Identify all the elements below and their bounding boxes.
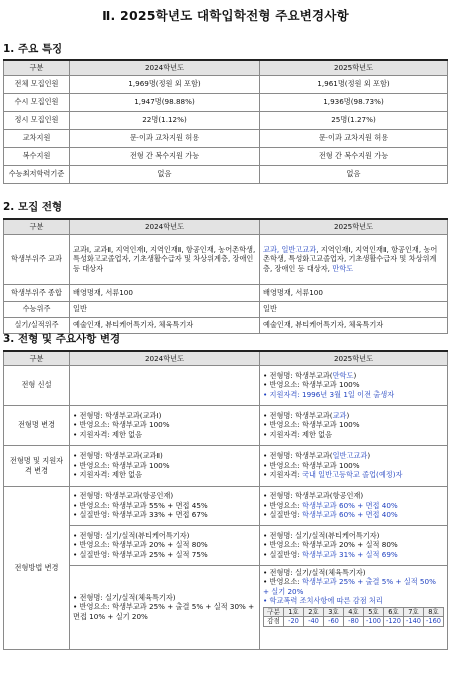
- bullet-line: • 반영요소: 학생부교과 100%: [263, 380, 360, 390]
- cell-2024: 교과Ⅰ, 교과Ⅱ, 지역인재Ⅰ, 지역인재Ⅱ, 항공인재, 농어촌학생, 특성화고교졸업자, 기초생활수급자 및 차상위계층, 장애인 등 대상자: [70, 234, 260, 284]
- table-row: [4, 525, 448, 565]
- header-category: 구분: [4, 219, 70, 234]
- bullet-line: • 실질반영: 학생부교과 60% + 면접 40%: [263, 510, 398, 520]
- cell-2025: 문·이과 교차지원 허용: [260, 129, 448, 147]
- row-label: 학생부위주 교과: [4, 234, 70, 284]
- table-row: [4, 129, 448, 147]
- bullet-line: • 반영요소: 학생부교과 100%: [73, 420, 170, 430]
- highlight-text: 교과: [332, 410, 347, 420]
- table-row: [4, 75, 448, 93]
- bullet-line: • 전형명: 학생부교과(항공인재): [263, 491, 364, 501]
- table-header-row: [4, 219, 448, 234]
- line-text: 전형명: 학생부교과(: [269, 410, 333, 420]
- row-label: 전형명 및 지원자격 변경: [4, 445, 70, 486]
- cell-2024: 1,969명(정원 외 포함): [70, 75, 260, 93]
- line-text: 지원자격:: [269, 470, 303, 480]
- deduction-cell: -100: [364, 617, 384, 627]
- line-text: 전형명: 학생부교과(교과Ⅰ): [79, 410, 162, 420]
- table-row: [4, 147, 448, 165]
- table-header-row: [4, 60, 448, 75]
- deduction-cell: -80: [344, 617, 364, 627]
- grade-cell: 2호: [304, 607, 324, 617]
- cell-2024: [70, 445, 260, 486]
- line-text: ): [346, 410, 350, 420]
- grade-label: 구분: [264, 607, 284, 617]
- header-2024: 2024학년도: [70, 219, 260, 234]
- table-row: [4, 111, 448, 129]
- header-2025: 2025학년도: [260, 219, 448, 234]
- bullet-line: • 지원자격: 국내 일반고등학교 졸업(예정)자: [263, 470, 403, 480]
- deduction-table: [263, 607, 444, 627]
- header-2025: 2025학년도: [260, 351, 448, 365]
- table-row: [4, 565, 448, 649]
- row-label: 정시 모집인원: [4, 111, 70, 129]
- deduction-cell: -120: [384, 617, 404, 627]
- bullet-line: • 반영요소: 학생부교과 20% + 실적 80%: [73, 540, 208, 550]
- bullet-line: • 전형명: 실기/실적(뷰티케어특기자): [73, 530, 190, 540]
- line-text: 반영요소: 학생부교과 100%: [269, 420, 360, 430]
- deduction-cell: -140: [404, 617, 424, 627]
- line-text: 전형명: 학생부교과(: [269, 370, 333, 380]
- highlight-text: 만학도: [332, 263, 354, 273]
- line-text: 실질반영: 학생부교과 25% + 실적 75%: [79, 549, 208, 559]
- bullet-line: • 반영요소: 학생부교과 100%: [73, 460, 170, 470]
- line-text: 전형명: 실기/실적(뷰티케어특기자): [269, 530, 380, 540]
- line-text: 전형명: 실기/실적(체육특기자): [79, 592, 176, 602]
- bullet-line: • 전형명: 실기/실적(체육특기자): [73, 592, 176, 602]
- cell-2024: [70, 486, 260, 525]
- features-table: [3, 59, 448, 184]
- highlight-text: 교과, 일반고교과: [263, 244, 317, 254]
- row-label: 실기/실적위주: [4, 317, 70, 333]
- highlight-text: 지원자격: 1996년 3월 1일 이전 출생자: [269, 389, 395, 399]
- row-label: 복수지원: [4, 147, 70, 165]
- highlight-text: 국내 일반고등학교 졸업(예정)자: [302, 470, 403, 480]
- cell-2025: 배영명재, 서류100: [260, 284, 448, 301]
- highlight-text: 일반고교과: [332, 451, 368, 461]
- highlight-text: 학생부교과 60% + 면접 40%: [302, 500, 398, 510]
- cell-2025: 전형 간 복수지원 가능: [260, 147, 448, 165]
- bullet-line: • 실질반영: 학생부교과 25% + 실적 75%: [73, 549, 208, 559]
- bullet-line: • 지원자격: 제한 없음: [73, 470, 143, 480]
- cell-2025: [260, 234, 448, 284]
- row-label: 전체 모집인원: [4, 75, 70, 93]
- line-text: 전형명: 학생부교과(항공인재): [79, 491, 174, 501]
- line-text: 반영요소:: [269, 500, 303, 510]
- bullet-line: • 전형명: 학생부교과(교과Ⅱ): [73, 451, 163, 461]
- line-text: 반영요소: 학생부교과 55% + 면접 45%: [79, 500, 208, 510]
- cell-2025: [260, 486, 448, 525]
- grade-row: [264, 607, 444, 617]
- deduction-cell: -20: [284, 617, 304, 627]
- section-1-heading: 1. 주요 특징: [3, 43, 63, 55]
- deduction-cell: -40: [304, 617, 324, 627]
- row-label: 수능위주: [4, 301, 70, 317]
- table-row: [4, 405, 448, 445]
- cell-2025: 예술인재, 뷰티케어특기자, 체육특기자: [260, 317, 448, 333]
- cell-2024: 문·이과 교차지원 허용: [70, 129, 260, 147]
- table-row: [4, 301, 448, 317]
- cell-2025: 1,936명(98.73%): [260, 93, 448, 111]
- line-text: 반영요소:: [269, 577, 303, 586]
- bullet-line: • 전형명: 학생부교과(만학도): [263, 370, 357, 380]
- highlight-text: 학교폭력 조치사항에 따른 감점 처리: [269, 596, 383, 605]
- table-row: [4, 234, 448, 284]
- section-2-heading: 2. 모집 전형: [3, 201, 63, 213]
- highlight-text: 학생부교과 25% + 출결 5% + 실적 50% + 실기 20%: [263, 577, 436, 596]
- header-2024: 2024학년도: [70, 351, 260, 365]
- bullet-line: • 반영요소: 학생부교과 100%: [263, 460, 360, 470]
- row-label: 수시 모집인원: [4, 93, 70, 111]
- bullet-line: • 전형명: 실기/실적(체육특기자): [263, 567, 366, 577]
- cell-2024: 1,947명(98.88%): [70, 93, 260, 111]
- line-text: 실질반영:: [269, 549, 303, 559]
- row-label: 수능최저학력기준: [4, 165, 70, 183]
- line-text: 반영요소: 학생부교과 100%: [269, 380, 360, 390]
- highlight-text: 만학도: [332, 370, 354, 380]
- bullet-line: • 학교폭력 조치사항에 따른 감점 처리: [263, 596, 383, 605]
- cell-2025: [260, 565, 448, 649]
- line-text: ): [353, 370, 357, 380]
- bullet-line: • 전형명: 학생부교과(교과Ⅰ): [73, 410, 162, 420]
- table-row: [4, 165, 448, 183]
- grade-cell: 8호: [424, 607, 444, 617]
- row-label: 전형방법 변경: [4, 486, 70, 649]
- line-text: ): [367, 451, 371, 461]
- bullet-line: • 반영요소: 학생부교과 55% + 면접 45%: [73, 500, 208, 510]
- bullet-line: • 전형명: 실기/실적(뷰티케어특기자): [263, 530, 380, 540]
- cell-2024: [70, 405, 260, 445]
- table-row: [4, 486, 448, 525]
- cell-2025: [260, 525, 448, 565]
- row-label: 전형 신설: [4, 365, 70, 405]
- cell-2024: 예술인재, 뷰티케어특기자, 체육특기자: [70, 317, 260, 333]
- deduction-cell: -60: [324, 617, 344, 627]
- cell-2025: [260, 365, 448, 405]
- line-text: 실질반영: 학생부교과 33% + 면접 67%: [79, 510, 208, 520]
- bullet-line: • 지원자격: 1996년 3월 1일 이전 출생자: [263, 389, 395, 399]
- line-text: 지원자격: 제한 없음: [79, 470, 143, 480]
- line-text: 반영요소: 학생부교과 20% + 실적 80%: [79, 540, 208, 550]
- cell-text: , 지역인재Ⅰ, 지역인재Ⅱ, 항공인재, 농어촌학생, 특성화고교졸업자, 기초생활수급자 및 차상위계층, 장애인 등 대상자,: [263, 244, 438, 273]
- table-header-row: [4, 351, 448, 365]
- table-row: [4, 284, 448, 301]
- table-row: [4, 93, 448, 111]
- cell-2024: [70, 365, 260, 405]
- line-text: 전형명: 학생부교과(항공인재): [269, 491, 364, 501]
- grade-cell: 6호: [384, 607, 404, 617]
- line-text: 반영요소: 학생부교과 20% + 실적 80%: [269, 540, 398, 550]
- line-text: 전형명: 실기/실적(체육특기자): [269, 567, 366, 577]
- deduction-cell: -160: [424, 617, 444, 627]
- row-label: 전형명 변경: [4, 405, 70, 445]
- highlight-text: 학생부교과 60% + 면접 40%: [302, 510, 398, 520]
- bullet-line: • 실질반영: 학생부교과 33% + 면접 67%: [73, 510, 208, 520]
- grade-cell: 5호: [364, 607, 384, 617]
- cell-2025: [260, 445, 448, 486]
- line-text: 전형명: 학생부교과(교과Ⅱ): [79, 451, 163, 461]
- bullet-line: • 반영요소: 학생부교과 100%: [263, 420, 360, 430]
- highlight-text: 학생부교과 31% + 실적 69%: [302, 549, 398, 559]
- cell-2024: [70, 565, 260, 649]
- table-row: [4, 445, 448, 486]
- line-text: 전형명: 학생부교과(: [269, 451, 333, 461]
- cell-2025: 없음: [260, 165, 448, 183]
- cell-2024: 전형 간 복수지원 가능: [70, 147, 260, 165]
- header-category: 구분: [4, 60, 70, 75]
- grade-cell: 7호: [404, 607, 424, 617]
- table-row: [4, 365, 448, 405]
- grade-cell: 4호: [344, 607, 364, 617]
- line-text: 반영요소: 학생부교과 100%: [79, 460, 170, 470]
- section-3-heading: 3. 전형 및 주요사항 변경: [3, 333, 121, 345]
- line-text: 반영요소: 학생부교과 100%: [79, 420, 170, 430]
- header-2024: 2024학년도: [70, 60, 260, 75]
- cell-2025: 25명(1.27%): [260, 111, 448, 129]
- cell-2024: 없음: [70, 165, 260, 183]
- line-text: 반영요소: 학생부교과 100%: [269, 460, 360, 470]
- bullet-line: • 지원자격: 제한 없음: [263, 429, 333, 439]
- line-text: 지원자격: 제한 없음: [79, 429, 143, 439]
- grade-cell: 1호: [284, 607, 304, 617]
- deduction-label: 감점: [264, 617, 284, 627]
- deduction-row: [264, 617, 444, 627]
- header-category: 구분: [4, 351, 70, 365]
- cell-2025: 1,961명(정원 외 포함): [260, 75, 448, 93]
- row-label: 교차지원: [4, 129, 70, 147]
- bullet-line: • 전형명: 학생부교과(교과): [263, 410, 350, 420]
- line-text: 지원자격: 제한 없음: [269, 429, 333, 439]
- grade-cell: 3호: [324, 607, 344, 617]
- row-label: 학생부위주 종합: [4, 284, 70, 301]
- bullet-line: • 실질반영: 학생부교과 31% + 실적 69%: [263, 549, 398, 559]
- bullet-line: • 반영요소: 학생부교과 25% + 출결 5% + 실적 50% + 실기 20%: [263, 577, 436, 596]
- header-2025: 2025학년도: [260, 60, 448, 75]
- bullet-line: • 지원자격: 제한 없음: [73, 429, 143, 439]
- changes-table: [3, 350, 448, 650]
- line-text: 전형명: 실기/실적(뷰티케어특기자): [79, 530, 190, 540]
- cell-2024: 일반: [70, 301, 260, 317]
- bullet-line: • 반영요소: 학생부교과 60% + 면접 40%: [263, 500, 398, 510]
- line-text: 반영요소: 학생부교과 25% + 출결 5% + 실적 30% + 면접 10% + 실기 20%: [73, 602, 255, 621]
- line-text: 실질반영:: [269, 510, 303, 520]
- cell-2025: 일반: [260, 301, 448, 317]
- page-title: Ⅱ. 2025학년도 대학입학전형 주요변경사항: [102, 8, 349, 23]
- admission-types-table: [3, 218, 448, 334]
- bullet-line: • 반영요소: 학생부교과 25% + 출결 5% + 실적 30% + 면접 10% + 실기 20%: [73, 602, 255, 621]
- cell-2024: 배영명재, 서류100: [70, 284, 260, 301]
- cell-2024: [70, 525, 260, 565]
- bullet-line: • 전형명: 학생부교과(일반고교과): [263, 451, 371, 461]
- bullet-line: • 전형명: 학생부교과(항공인재): [73, 491, 174, 501]
- cell-2024: 22명(1.12%): [70, 111, 260, 129]
- bullet-line: • 반영요소: 학생부교과 20% + 실적 80%: [263, 540, 398, 550]
- cell-2025: [260, 405, 448, 445]
